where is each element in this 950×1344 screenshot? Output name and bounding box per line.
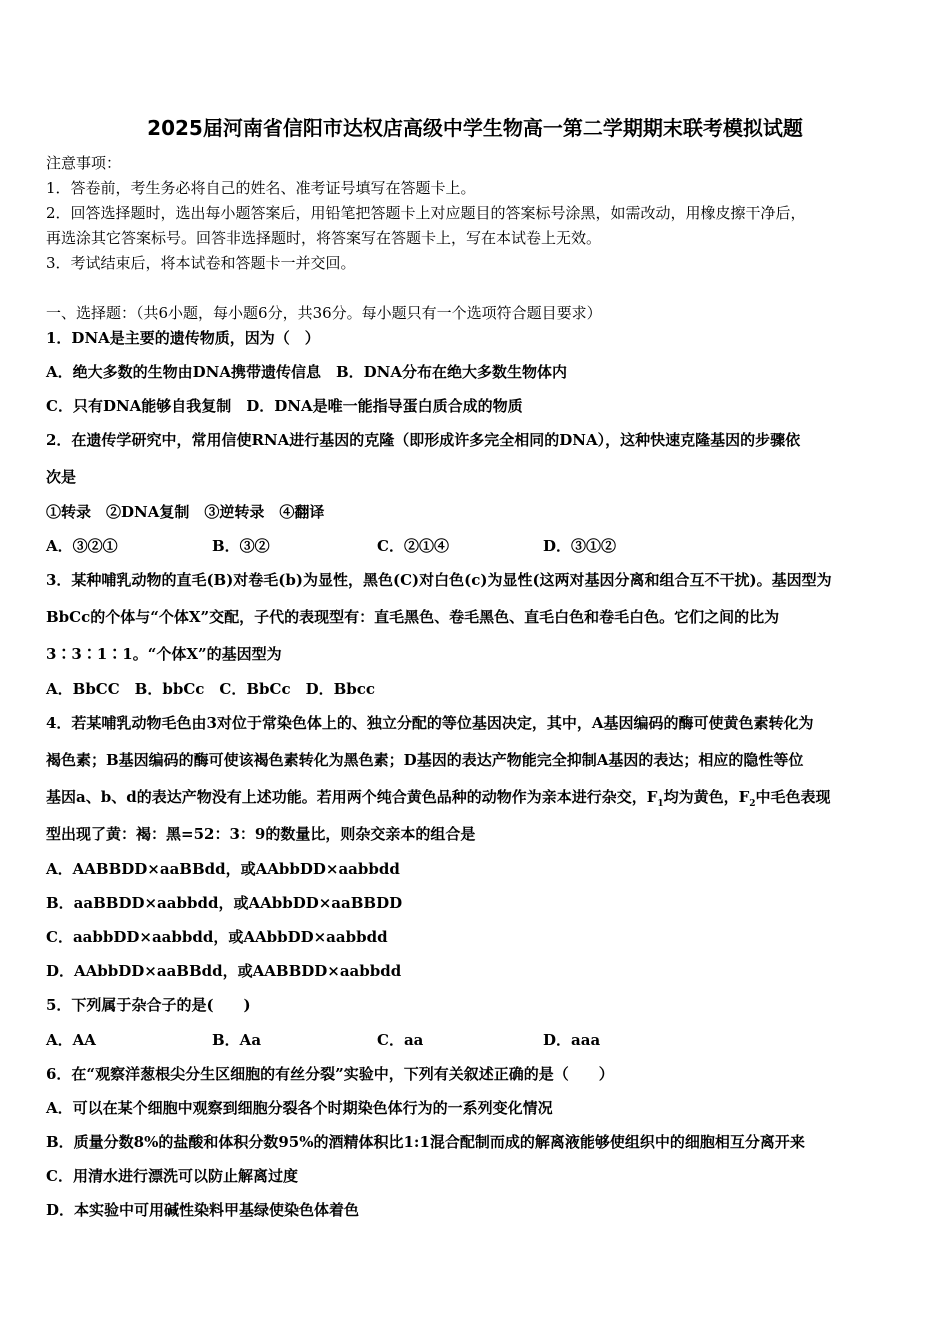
q5-option-c: C．aa (377, 1031, 424, 1049)
q1-options-cd: C．只有DNA能够自我复制 D．DNA是唯一能指导蛋白质合成的物质 (46, 397, 523, 415)
q2-stem-1: 2．在遗传学研究中，常用信使RNA进行基因的克隆（即形成许多完全相同的DNA），这种快速克隆基因的步骤依 (46, 431, 801, 449)
notice-item-1: 1．答卷前，考生务必将自己的姓名、准考证号填写在答题卡上。 (46, 179, 476, 197)
q4-option-d: D．AAbbDD×aaBBdd，或AABBDD×aabbdd (46, 962, 402, 980)
q6-option-a: A．可以在某个细胞中观察到细胞分裂各个时期染色体行为的一系列变化情况 (46, 1099, 553, 1117)
q4-stem-1: 4．若某哺乳动物毛色由3对位于常染色体上的、独立分配的等位基因决定，其中，A基因编码的酶可使黄色素转化为 (46, 714, 814, 732)
q4-stem-2: 褐色素；B基因编码的酶可使该褐色素转化为黑色素；D基因的表达产物能完全抑制A基因的表达；相应的隐性等位 (46, 751, 804, 769)
notice-item-2: 2．回答选择题时，选出每小题答案后，用铅笔把答题卡上对应题目的答案标号涂黑，如需改动，用橡皮擦干净后， (46, 204, 806, 222)
notice-item-3: 3．考试结束后，将本试卷和答题卡一并交回。 (46, 254, 356, 272)
page-title: 2025届河南省信阳市达权店高级中学生物高一第二学期期末联考模拟试题 (147, 116, 803, 140)
q1-options-ab: A．绝大多数的生物由DNA携带遗传信息 B．DNA分布在绝大多数生物体内 (46, 363, 568, 381)
q2-option-b: B．③② (212, 537, 270, 555)
q5-option-a: A．AA (46, 1031, 96, 1049)
q4-stem-3 (46, 786, 831, 809)
q2-steps: ①转录 ②DNA复制 ③逆转录 ④翻译 (46, 503, 325, 521)
q5-option-b: B．Aa (212, 1031, 262, 1049)
q4-option-b: B．aaBBDD×aabbdd，或AAbbDD×aaBBDD (46, 894, 403, 912)
q5-option-d: D．aaa (543, 1031, 601, 1049)
q2-option-a: A．③②① (46, 537, 118, 555)
q3-stem-3: 3∶3∶1∶1。“个体X”的基因型为 (46, 645, 282, 663)
q6-stem: 6．在“观察洋葱根尖分生区细胞的有丝分裂”实验中，下列有关叙述正确的是（ ） (46, 1065, 614, 1083)
notice-heading: 注意事项： (46, 154, 122, 172)
q3-stem-1: 3．某种哺乳动物的直毛(B)对卷毛(b)为显性，黑色(C)对白色(c)为显性(这两对基因分离和组合互不干扰)。基因型为 (46, 571, 832, 589)
q4-option-c: C．aabbDD×aabbdd，或AAbbDD×aabbdd (46, 928, 388, 946)
q4-stem-3-post: 中毛色表现 (755, 788, 831, 806)
q4-stem-3-pre: 基因a、b、d的表达产物没有上述功能。若用两个纯合黄色品种的动物作为亲本进行杂交，F (46, 788, 658, 806)
q3-stem-2: BbCc的个体与“个体X”交配，子代的表现型有：直毛黑色、卷毛黑色、直毛白色和卷毛白色。它们之间的比为 (46, 608, 780, 626)
notice-item-2-cont: 再选涂其它答案标号。回答非选择题时，将答案写在答题卡上，写在本试卷上无效。 (46, 229, 602, 247)
q4-stem-3-mid: 均为黄色，F (663, 788, 750, 806)
q2-option-d: D．③①② (543, 537, 617, 555)
q4-stem-4: 型出现了黄：褐：黑=52：3：9的数量比，则杂交亲本的组合是 (46, 825, 476, 843)
q4-option-a: A．AABBDD×aaBBdd，或AAbbDD×aabbdd (46, 860, 400, 878)
q1-stem: 1．DNA是主要的遗传物质，因为（ ） (46, 329, 320, 347)
q6-option-c: C．用清水进行漂洗可以防止解离过度 (46, 1167, 298, 1185)
q6-option-b: B．质量分数8%的盐酸和体积分数95%的酒精体积比1:1混合配制而成的解离液能够使组织中的细胞相互分离开来 (46, 1133, 805, 1151)
q4-subscript-2: 2 (749, 799, 756, 809)
section-heading: 一、选择题：（共6小题，每小题6分，共36分。每小题只有一个选项符合题目要求） (46, 304, 602, 322)
q5-stem: 5．下列属于杂合子的是( ) (46, 996, 251, 1014)
q2-option-c: C．②①④ (377, 537, 449, 555)
q6-option-d: D．本实验中可用碱性染料甲基绿使染色体着色 (46, 1201, 360, 1219)
q2-stem-2: 次是 (46, 468, 77, 486)
q4-subscript-1: 1 (657, 799, 664, 809)
q3-options: A．BbCC B．bbCc C．BbCc D．Bbcc (46, 680, 376, 698)
